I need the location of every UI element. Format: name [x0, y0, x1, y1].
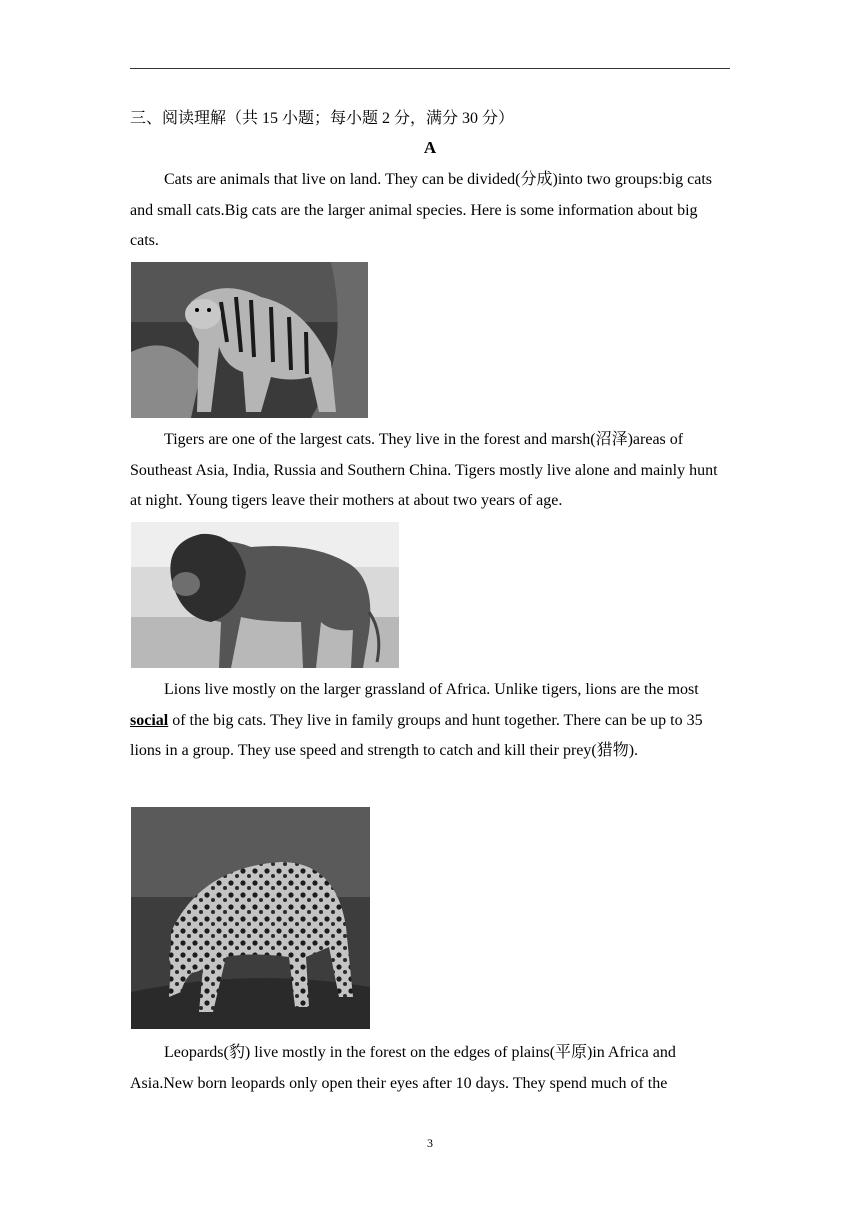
header-rule — [130, 68, 730, 69]
section-heading: 三、阅读理解（共 15 小题；每小题 2 分，满分 30 分） — [130, 110, 515, 127]
lion-photo — [131, 522, 399, 668]
leopard-photo — [131, 807, 370, 1029]
lions-paragraph — [130, 675, 730, 767]
tiger-photo — [131, 262, 368, 418]
intro-paragraph: Cats are animals that live on land. They can be divided(分成)into two groups:big cats and small cats.Big cats are the larger animal species. Here is some information about big cats. — [130, 171, 713, 249]
tigers-paragraph: Tigers are one of the largest cats. They live in the forest and marsh(沼泽)areas of Southeast Asia, India, Russia and Southern China. Tigers mostly live alone and mainly hunt at night. Young tigers leave their mothers at about two years of age. — [130, 431, 718, 509]
lions-text-before: Lions live mostly on the larger grassland of Africa. Unlike tigers, lions are the most — [164, 681, 699, 698]
lions-text-after: of the big cats. They live in family groups and hunt together. There can be up to 35 lions in a group. They use speed and strength to catch and kill their prey(猎物). — [130, 711, 703, 759]
passage-letter: A — [423, 138, 437, 157]
page-number: 3 — [427, 1136, 433, 1150]
emphasized-word-social: social — [130, 711, 169, 729]
leopards-paragraph: Leopards(豹) live mostly in the forest on the edges of plains(平原)in Africa and Asia.New born leopards only open their eyes after 10 days. They spend much of the — [130, 1044, 676, 1092]
